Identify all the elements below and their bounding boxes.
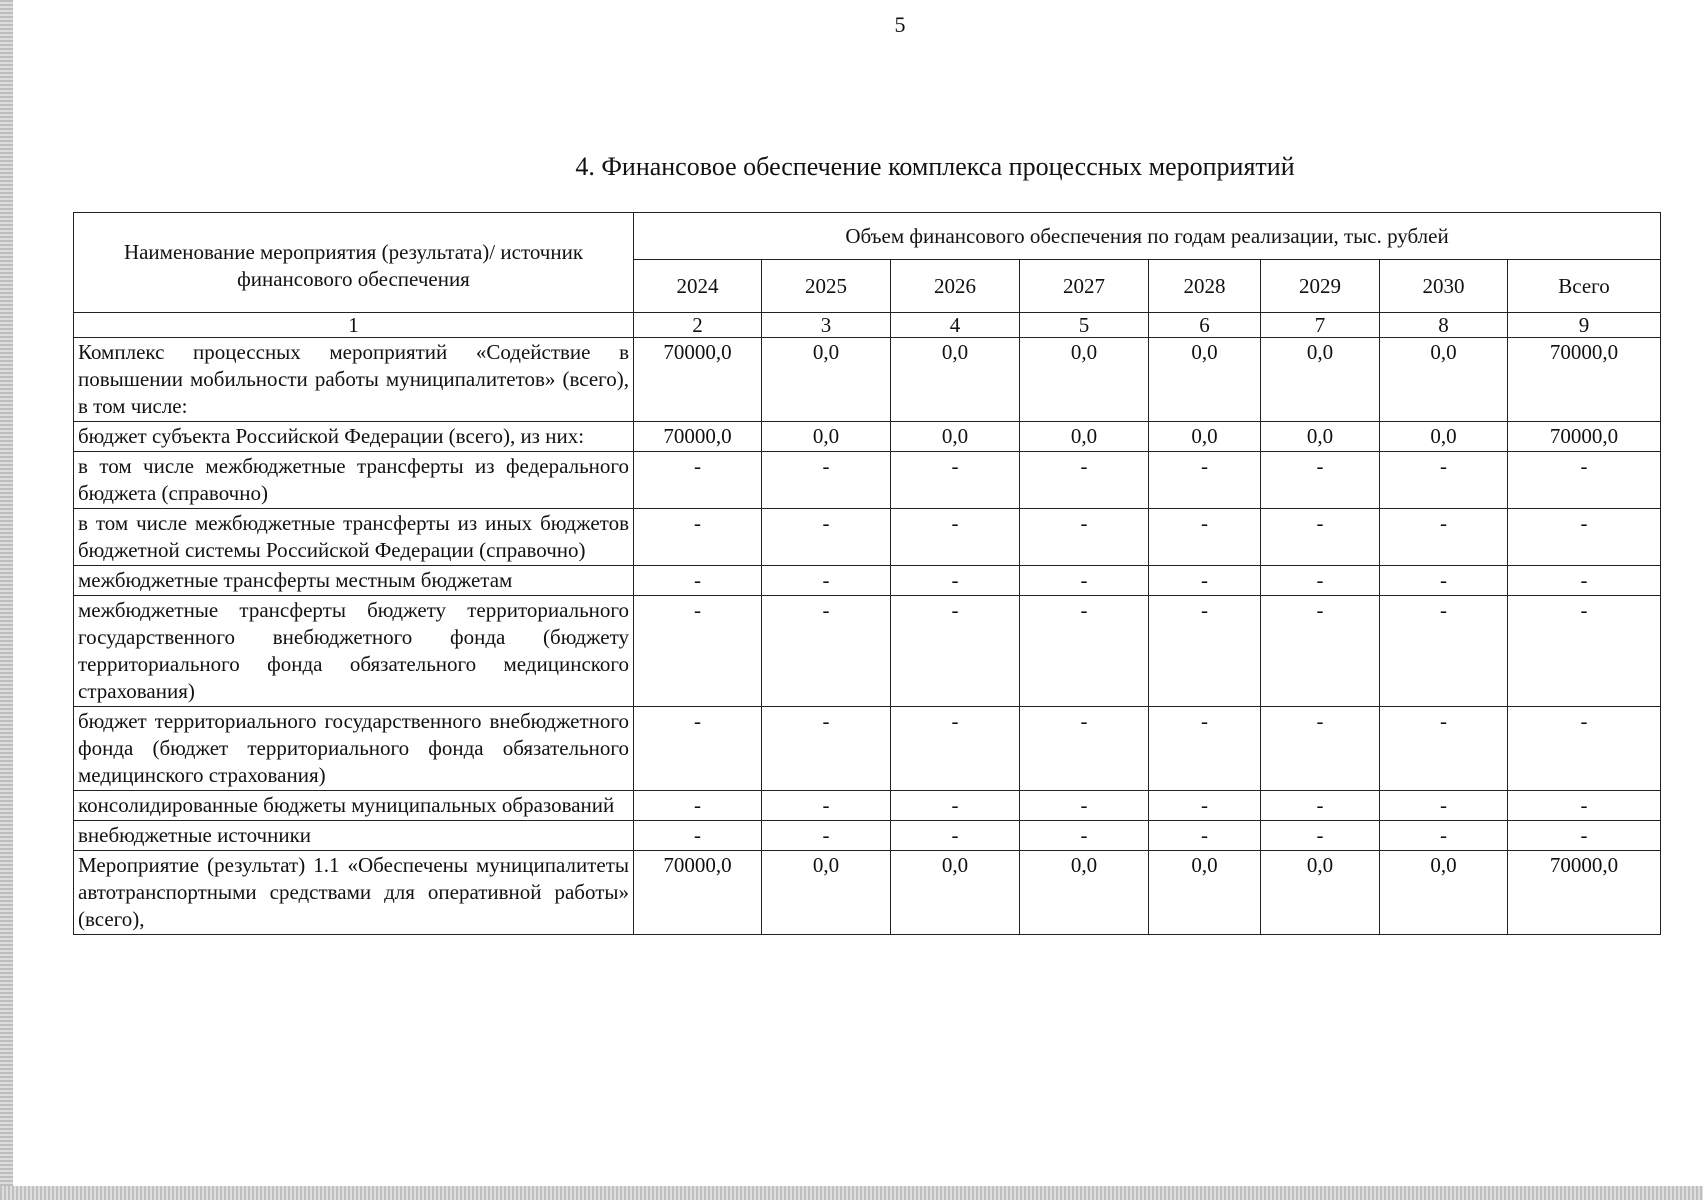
row-value-cell: 0,0 (1380, 422, 1508, 452)
column-number: 5 (1020, 313, 1149, 338)
row-total-cell: 70000,0 (1508, 338, 1661, 422)
row-value-cell: 0,0 (1149, 422, 1261, 452)
row-value-cell: - (891, 452, 1020, 509)
row-value-cell: - (762, 452, 891, 509)
row-name-cell: бюджет территориального государственного внебюджетного фонда (бюджет территориального фонда обязательного медицинского страхования) (74, 707, 634, 791)
header-volume-cell: Объем финансового обеспечения по годам реализации, тыс. рублей (634, 213, 1661, 260)
table-row (74, 791, 1661, 821)
row-value-cell: - (1020, 596, 1149, 707)
row-value-cell: - (1020, 566, 1149, 596)
row-total-cell: - (1508, 791, 1661, 821)
row-value-cell: - (1149, 596, 1261, 707)
row-name-cell: бюджет субъекта Российской Федерации (всего), из них: (74, 422, 634, 452)
row-value-cell: - (891, 791, 1020, 821)
row-total-cell: - (1508, 707, 1661, 791)
year-header: 2024 (634, 260, 762, 313)
page-number: 5 (894, 12, 906, 37)
row-value-cell: 0,0 (1020, 851, 1149, 935)
column-number: 7 (1261, 313, 1380, 338)
row-value-cell: - (1261, 707, 1380, 791)
row-total-cell: - (1508, 509, 1661, 566)
table-row (74, 509, 1661, 566)
row-total-cell: 70000,0 (1508, 851, 1661, 935)
row-value-cell: 0,0 (1261, 851, 1380, 935)
header-name-cell: Наименование мероприятия (результата)/ источник финансового обеспечения (74, 213, 634, 313)
column-number: 8 (1380, 313, 1508, 338)
row-value-cell: - (1020, 509, 1149, 566)
row-value-cell: - (634, 509, 762, 566)
row-value-cell: 0,0 (762, 422, 891, 452)
row-value-cell: - (1149, 509, 1261, 566)
row-name-cell: в том числе межбюджетные трансферты из федерального бюджета (справочно) (74, 452, 634, 509)
year-header: 2026 (891, 260, 1020, 313)
row-value-cell: - (1020, 707, 1149, 791)
table-row (74, 596, 1661, 707)
row-value-cell: - (891, 596, 1020, 707)
row-total-cell: 70000,0 (1508, 422, 1661, 452)
scan-edge-bottom (0, 1186, 1703, 1200)
column-number: 6 (1149, 313, 1261, 338)
row-value-cell: - (634, 566, 762, 596)
row-value-cell: 0,0 (1020, 422, 1149, 452)
column-number: 3 (762, 313, 891, 338)
row-value-cell: - (762, 707, 891, 791)
row-name-cell: внебюджетные источники (74, 821, 634, 851)
row-value-cell: - (1380, 566, 1508, 596)
row-total-cell: - (1508, 596, 1661, 707)
section-title: 4. Финансовое обеспечение комплекса процессных мероприятий (575, 152, 1295, 181)
table-row (74, 566, 1661, 596)
row-value-cell: - (634, 821, 762, 851)
row-name-cell: Мероприятие (результат) 1.1 «Обеспечены муниципалитеты автотранспортными средствами для оперативной работы» (всего), (74, 851, 634, 935)
row-total-cell: - (1508, 452, 1661, 509)
row-value-cell: - (1261, 566, 1380, 596)
row-total-cell: - (1508, 566, 1661, 596)
row-value-cell: - (762, 566, 891, 596)
row-value-cell: 70000,0 (634, 422, 762, 452)
row-value-cell: - (1380, 596, 1508, 707)
row-value-cell: - (1380, 791, 1508, 821)
row-total-cell: - (1508, 821, 1661, 851)
table-row (74, 707, 1661, 791)
header-row-1 (74, 213, 1661, 260)
row-name-cell: межбюджетные трансферты местным бюджетам (74, 566, 634, 596)
row-value-cell: - (634, 791, 762, 821)
year-header: 2029 (1261, 260, 1380, 313)
row-value-cell: - (762, 821, 891, 851)
table-row (74, 821, 1661, 851)
row-value-cell: - (762, 791, 891, 821)
column-number: 1 (74, 313, 634, 338)
financing-table (73, 212, 1661, 935)
table-row (74, 422, 1661, 452)
row-value-cell: - (1380, 509, 1508, 566)
total-header: Всего (1508, 260, 1661, 313)
column-number: 4 (891, 313, 1020, 338)
row-value-cell: - (1020, 452, 1149, 509)
row-value-cell: - (1380, 452, 1508, 509)
row-value-cell: 0,0 (1380, 851, 1508, 935)
row-value-cell: 0,0 (1261, 422, 1380, 452)
row-value-cell: - (891, 821, 1020, 851)
row-value-cell: - (891, 509, 1020, 566)
row-value-cell: - (762, 596, 891, 707)
row-value-cell: 0,0 (762, 338, 891, 422)
row-value-cell: - (1149, 452, 1261, 509)
column-number: 9 (1508, 313, 1661, 338)
row-value-cell: - (1020, 791, 1149, 821)
row-value-cell: 0,0 (891, 338, 1020, 422)
row-value-cell: - (1261, 509, 1380, 566)
row-value-cell: - (634, 707, 762, 791)
column-number: 2 (634, 313, 762, 338)
row-value-cell: - (1020, 821, 1149, 851)
row-value-cell: 0,0 (1261, 338, 1380, 422)
row-value-cell: 0,0 (891, 422, 1020, 452)
row-value-cell: - (1261, 821, 1380, 851)
row-name-cell: межбюджетные трансферты бюджету территориального государственного внебюджетного фонда (бюджету территориального фонда обязательного медицинского страхования) (74, 596, 634, 707)
row-value-cell: 0,0 (891, 851, 1020, 935)
row-value-cell: - (634, 452, 762, 509)
row-value-cell: 0,0 (762, 851, 891, 935)
column-number-row (74, 313, 1661, 338)
row-value-cell: - (891, 707, 1020, 791)
row-name-cell: консолидированные бюджеты муниципальных образований (74, 791, 634, 821)
row-name-cell: в том числе межбюджетные трансферты из иных бюджетов бюджетной системы Российской Федерации (справочно) (74, 509, 634, 566)
row-value-cell: 0,0 (1149, 851, 1261, 935)
row-value-cell: - (1261, 791, 1380, 821)
row-value-cell: - (1261, 452, 1380, 509)
row-value-cell: - (1261, 596, 1380, 707)
row-value-cell: - (1149, 791, 1261, 821)
year-header: 2028 (1149, 260, 1261, 313)
row-value-cell: - (891, 566, 1020, 596)
row-name-cell: Комплекс процессных мероприятий «Содействие в повышении мобильности работы муниципалитетов» (всего), в том числе: (74, 338, 634, 422)
row-value-cell: - (1380, 821, 1508, 851)
row-value-cell: 70000,0 (634, 338, 762, 422)
row-value-cell: - (1149, 566, 1261, 596)
year-header: 2030 (1380, 260, 1508, 313)
row-value-cell: - (1380, 707, 1508, 791)
row-value-cell: 0,0 (1020, 338, 1149, 422)
year-header: 2027 (1020, 260, 1149, 313)
row-value-cell: - (1149, 707, 1261, 791)
row-value-cell: - (634, 596, 762, 707)
row-value-cell: - (1149, 821, 1261, 851)
row-value-cell: - (762, 509, 891, 566)
row-value-cell: 70000,0 (634, 851, 762, 935)
year-header: 2025 (762, 260, 891, 313)
row-value-cell: 0,0 (1149, 338, 1261, 422)
scan-edge-left (0, 0, 13, 1200)
row-value-cell: 0,0 (1380, 338, 1508, 422)
table-row (74, 338, 1661, 422)
table-row (74, 851, 1661, 935)
table-row (74, 452, 1661, 509)
